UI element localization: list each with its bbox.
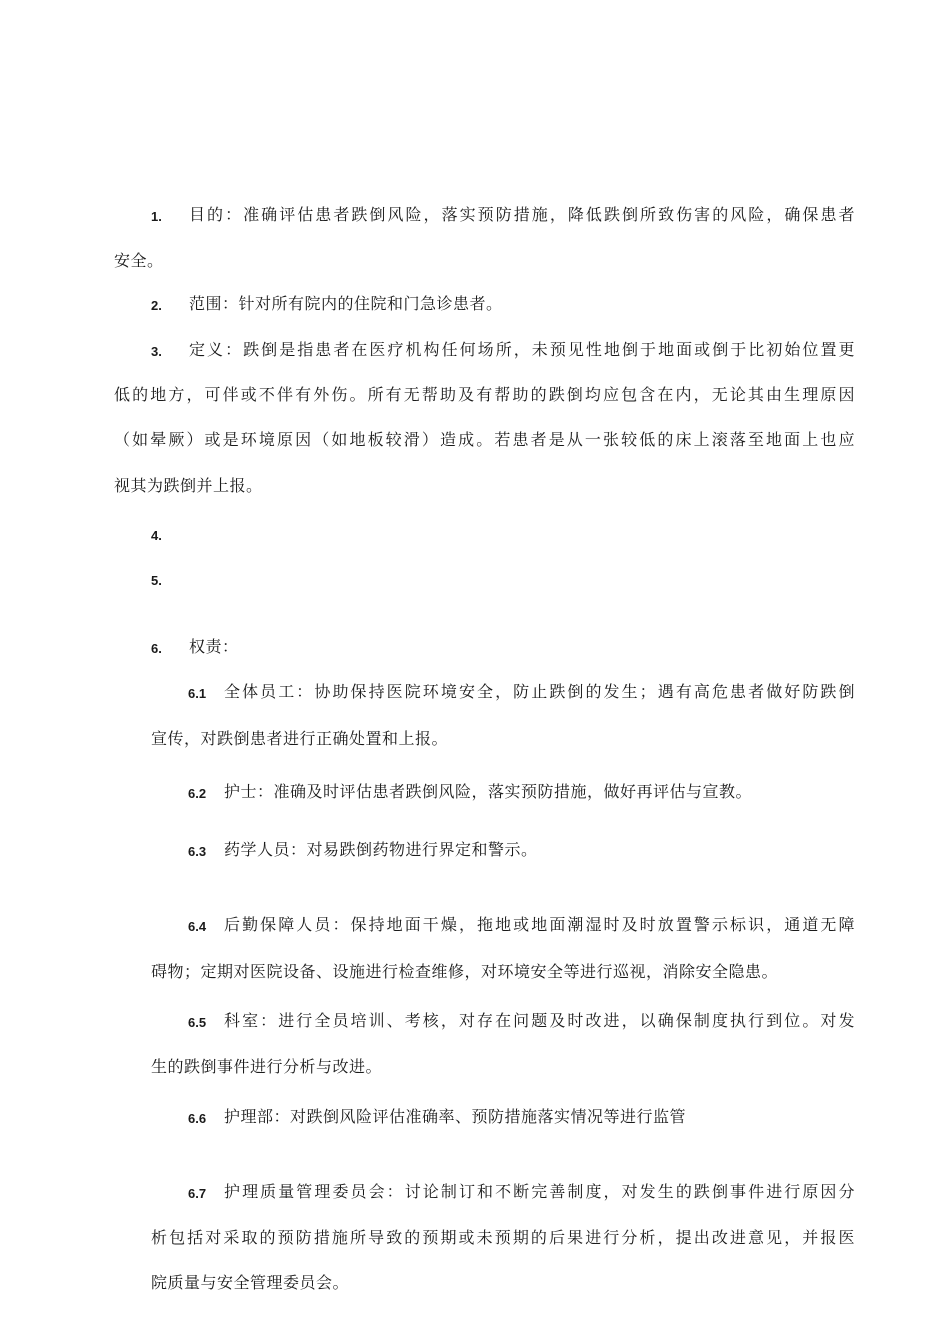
item-6-1-line-2: 宣传，对跌倒患者进行正确处置和上报。 (151, 729, 449, 748)
item-6-4-line-1: 后勤保障人员：保持地面干燥，拖地或地面潮湿时及时放置警示标识，通道无障 (224, 915, 855, 934)
section-3-line-1: 定义：跌倒是指患者在医疗机构任何场所，未预见性地倒于地面或倒于比初始位置更 (189, 340, 855, 359)
item-6-2-line-1: 护士：准确及时评估患者跌倒风险，落实预防措施，做好再评估与宣教。 (224, 782, 753, 801)
section-2-line-1: 范围：针对所有院内的住院和门急诊患者。 (189, 294, 503, 313)
section-1-number: 1. (151, 209, 162, 224)
section-2-number: 2. (151, 298, 162, 313)
item-6-5-line-1: 科室：进行全员培训、考核，对存在问题及时改进，以确保制度执行到位。对发 (224, 1011, 855, 1030)
item-6-6-line-1: 护理部：对跌倒风险评估准确率、预防措施落实情况等进行监管 (224, 1107, 687, 1126)
item-6-7-line-1: 护理质量管理委员会：讨论制订和不断完善制度，对发生的跌倒事件进行原因分 (224, 1182, 855, 1201)
section-1-line-1: 目的：准确评估患者跌倒风险，落实预防措施，降低跌倒所致伤害的风险，确保患者 (189, 205, 855, 224)
section-3-line-2: 低的地方，可伴或不伴有外伤。所有无帮助及有帮助的跌倒均应包含在内，无论其由生理原因 (114, 385, 855, 404)
item-6-5-line-2: 生的跌倒事件进行分析与改进。 (151, 1057, 383, 1076)
item-6-2-number: 6.2 (188, 786, 207, 801)
item-6-5-number: 6.5 (188, 1015, 207, 1030)
section-3-number: 3. (151, 344, 162, 359)
item-6-6-number: 6.6 (188, 1111, 207, 1126)
item-6-1-number: 6.1 (188, 686, 207, 701)
item-6-1-line-1: 全体员工：协助保持医院环境安全，防止跌倒的发生；遇有高危患者做好防跌倒 (224, 682, 855, 701)
item-6-4-number: 6.4 (188, 919, 207, 934)
section-6-number: 6. (151, 641, 162, 656)
section-6-title: 权责： (189, 637, 239, 656)
section-1-line-2: 安全。 (114, 251, 164, 270)
item-6-7-line-3: 院质量与安全管理委员会。 (151, 1273, 350, 1292)
item-6-3-line-1: 药学人员：对易跌倒药物进行界定和警示。 (224, 840, 538, 859)
item-6-3-number: 6.3 (188, 844, 207, 859)
section-3-line-4: 视其为跌倒并上报。 (114, 476, 263, 495)
section-3-line-3: （如晕厥）或是环境原因（如地板较滑）造成。若患者是从一张较低的床上滚落至地面上也应 (114, 430, 855, 449)
item-6-7-number: 6.7 (188, 1186, 207, 1201)
item-6-4-line-2: 碍物；定期对医院设备、设施进行检查维修，对环境安全等进行巡视，消除安全隐患。 (151, 962, 779, 981)
section-4-number: 4. (151, 528, 162, 543)
section-5-number: 5. (151, 573, 162, 588)
item-6-7-line-2: 析包括对采取的预防措施所导致的预期或未预期的后果进行分析，提出改进意见，并报医 (151, 1228, 855, 1247)
